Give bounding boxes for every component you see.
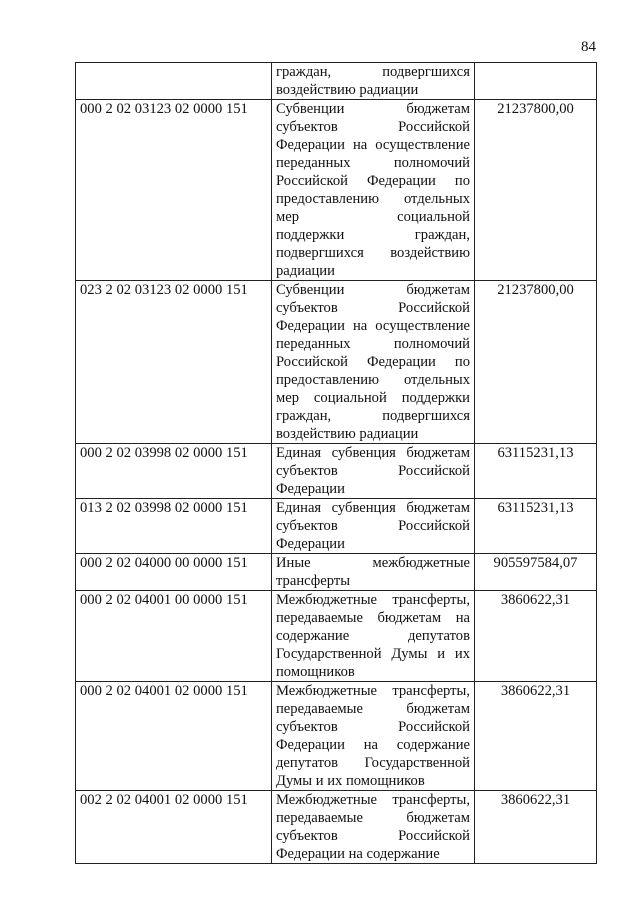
description-line: мер социальной поддержки (276, 390, 470, 406)
amount-cell: 63115231,13 (475, 444, 597, 499)
description-line: переданных полномочий (276, 155, 470, 171)
description-line: граждан, подвергшихся (276, 408, 470, 424)
table-row (76, 281, 597, 444)
description-line: Думы и их помощников (276, 773, 425, 789)
budget-code-cell: 000 2 02 04001 00 0000 151 (76, 591, 272, 682)
description-line: Единая субвенция бюджетам (276, 445, 470, 461)
amount-cell: 63115231,13 (475, 499, 597, 554)
budget-code-cell: 000 2 02 04000 00 0000 151 (76, 554, 272, 591)
table-row (76, 554, 597, 591)
description-cell (272, 444, 475, 499)
description-line: граждан, подвергшихся (276, 64, 470, 80)
description-line: передаваемые бюджетам (276, 810, 470, 826)
budget-table (75, 62, 597, 864)
description-line: Межбюджетные трансферты, (276, 592, 470, 608)
description-line: Межбюджетные трансферты, (276, 683, 470, 699)
description-line: предоставлению отдельных (276, 372, 470, 388)
description-line: радиации (276, 263, 335, 279)
table-row (76, 682, 597, 791)
description-line: Федерации (276, 536, 345, 552)
amount-cell: 3860622,31 (475, 682, 597, 791)
budget-code-cell: 023 2 02 03123 02 0000 151 (76, 281, 272, 444)
description-line: депутатов Государственной (276, 755, 470, 771)
description-line: воздействию радиации (276, 426, 419, 442)
description-cell (272, 281, 475, 444)
budget-code-cell (76, 63, 272, 100)
amount-cell (475, 63, 597, 100)
amount-cell: 21237800,00 (475, 281, 597, 444)
description-line: Федерации на осуществление (276, 318, 470, 334)
table-row (76, 444, 597, 499)
description-cell (272, 791, 475, 864)
budget-code-cell: 000 2 02 04001 02 0000 151 (76, 682, 272, 791)
description-line: Субвенции бюджетам (276, 282, 470, 298)
description-line: субъектов Российской (276, 300, 470, 316)
table-row (76, 63, 597, 100)
budget-code-cell: 000 2 02 03123 02 0000 151 (76, 100, 272, 281)
table-row (76, 499, 597, 554)
table-row (76, 791, 597, 864)
description-line: переданных полномочий (276, 336, 470, 352)
description-cell (272, 63, 475, 100)
description-line: Единая субвенция бюджетам (276, 500, 470, 516)
description-cell (272, 499, 475, 554)
description-line: трансферты (276, 573, 351, 589)
page-number: 84 (581, 39, 596, 55)
description-line: содержание депутатов (276, 628, 470, 644)
description-line: Иные межбюджетные (276, 555, 470, 571)
description-line: Субвенции бюджетам (276, 101, 470, 117)
description-line: передаваемые бюджетам на (276, 610, 470, 626)
description-line: передаваемые бюджетам (276, 701, 470, 717)
description-cell (272, 554, 475, 591)
description-line: Федерации (276, 481, 345, 497)
description-line: подвергшихся воздействию (276, 245, 470, 261)
amount-cell: 21237800,00 (475, 100, 597, 281)
description-line: помощников (276, 664, 355, 680)
description-line: Межбюджетные трансферты, (276, 792, 470, 808)
description-line: Российской Федерации по (276, 354, 470, 370)
description-line: воздействию радиации (276, 82, 419, 98)
amount-cell: 3860622,31 (475, 791, 597, 864)
description-line: субъектов Российской (276, 518, 470, 534)
budget-code-cell: 002 2 02 04001 02 0000 151 (76, 791, 272, 864)
amount-cell: 3860622,31 (475, 591, 597, 682)
description-cell (272, 591, 475, 682)
description-cell (272, 682, 475, 791)
description-line: Федерации на осуществление (276, 137, 470, 153)
description-cell (272, 100, 475, 281)
description-line: Российской Федерации по (276, 173, 470, 189)
table-row (76, 100, 597, 281)
description-line: поддержки граждан, (276, 227, 470, 243)
description-line: субъектов Российской (276, 119, 470, 135)
description-line: Федерации на содержание (276, 737, 470, 753)
table-row (76, 591, 597, 682)
amount-cell: 905597584,07 (475, 554, 597, 591)
description-line: мер социальной (276, 209, 470, 225)
description-line: субъектов Российской (276, 463, 470, 479)
budget-table-body (76, 63, 597, 864)
description-line: предоставлению отдельных (276, 191, 470, 207)
budget-code-cell: 013 2 02 03998 02 0000 151 (76, 499, 272, 554)
budget-code-cell: 000 2 02 03998 02 0000 151 (76, 444, 272, 499)
description-line: субъектов Российской (276, 828, 470, 844)
description-line: субъектов Российской (276, 719, 470, 735)
description-line: Государственной Думы и их (276, 646, 470, 662)
description-line: Федерации на содержание (276, 846, 440, 862)
